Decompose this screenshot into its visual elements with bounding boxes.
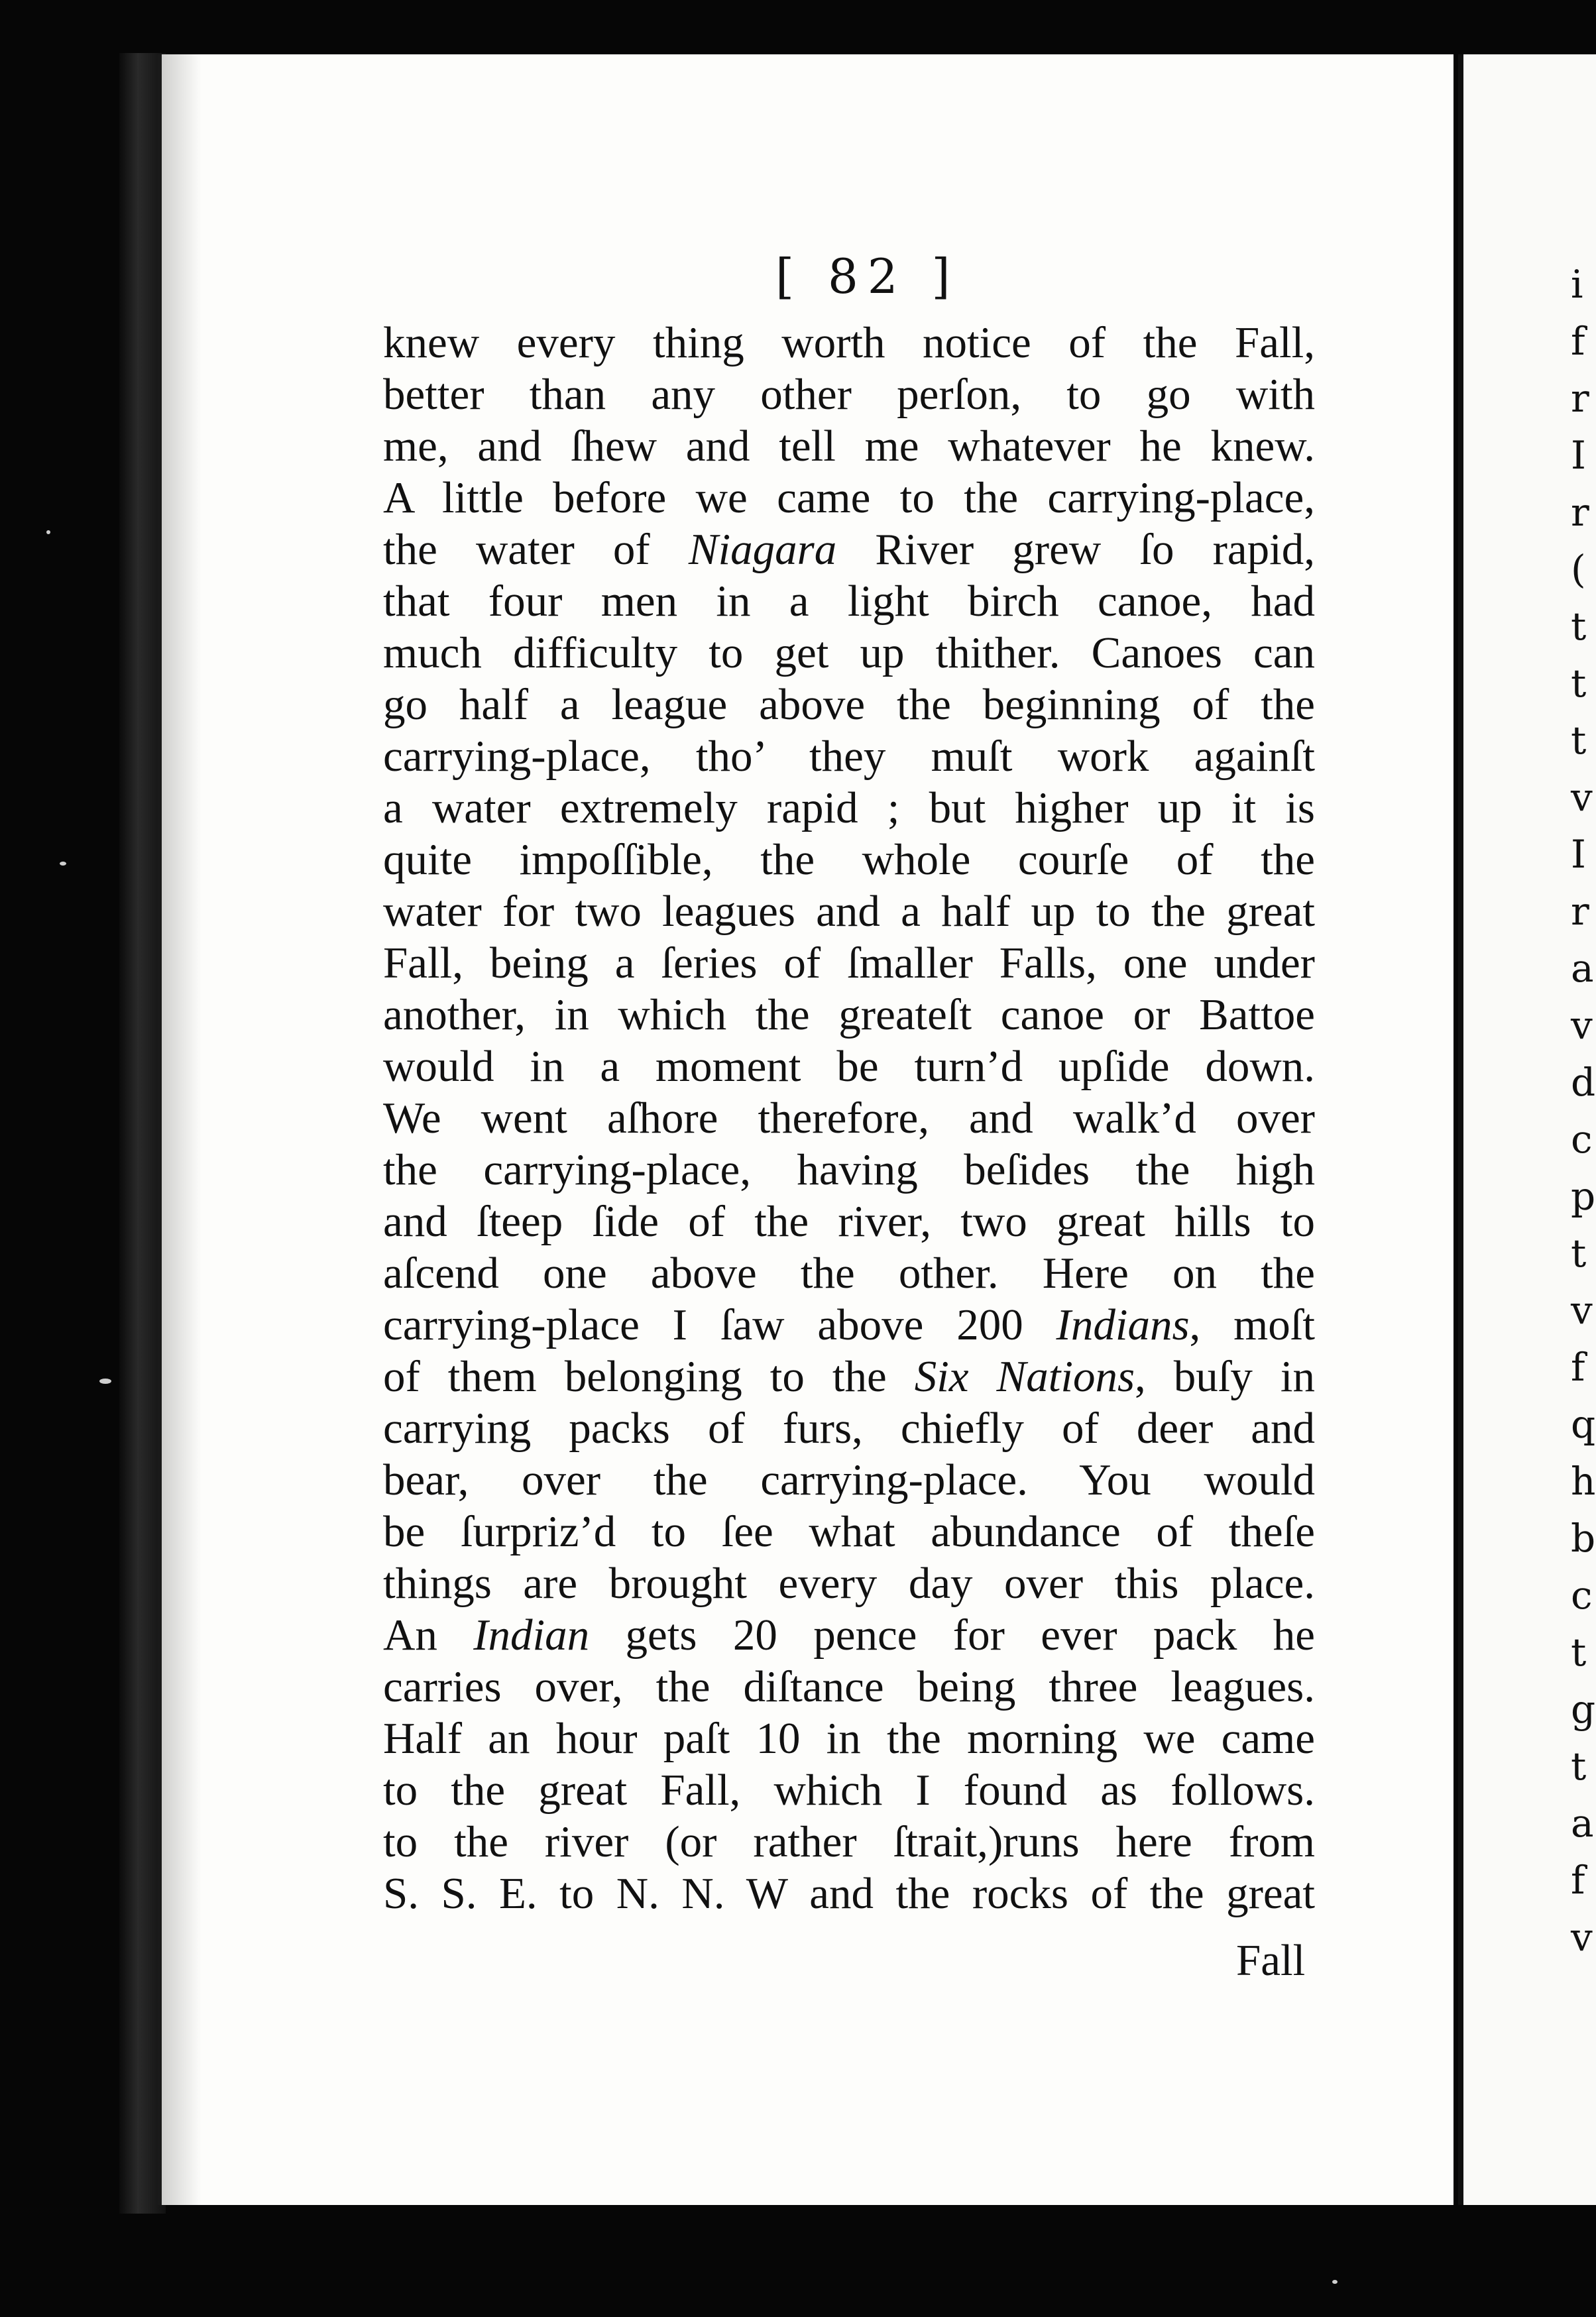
facing-page-letter: a bbox=[1571, 946, 1594, 991]
facing-page-letter: v bbox=[1571, 1288, 1593, 1333]
text-line: carrying-place I ſaw above 200 Indians, moſt bbox=[383, 1300, 1315, 1349]
facing-page-letter: t bbox=[1571, 1231, 1587, 1276]
text-line: a water extremely rapid ; but higher up it is bbox=[383, 783, 1315, 832]
page-number: [ 82 ] bbox=[775, 249, 960, 304]
text-line: the carrying-place, having beſides the high bbox=[383, 1145, 1315, 1194]
text-line: to the great Fall, which I found as follows. bbox=[383, 1766, 1315, 1815]
text-line: much difficulty to get up thither. Canoes can bbox=[383, 628, 1315, 677]
text-line: of them belonging to the Six Nations, buſy in bbox=[383, 1352, 1315, 1401]
facing-page-letter: i bbox=[1571, 262, 1583, 307]
text-line: An Indian gets 20 pence for ever pack he bbox=[383, 1611, 1315, 1660]
facing-page-letter: r bbox=[1571, 376, 1589, 421]
page-binding-shadow bbox=[162, 54, 201, 2205]
text-line: aſcend one above the other. Here on the bbox=[383, 1249, 1315, 1298]
facing-page-letter: a bbox=[1571, 1801, 1594, 1846]
facing-page-letter: f bbox=[1571, 1345, 1585, 1390]
text-line: to the river (or rather ſtrait,)runs here from bbox=[383, 1817, 1315, 1866]
scan-speck bbox=[46, 530, 50, 534]
text-line: another, in which the greateſt canoe or Battoe bbox=[383, 990, 1315, 1039]
text-line: things are brought every day over this place. bbox=[383, 1559, 1315, 1608]
facing-page-letter: I bbox=[1571, 832, 1586, 877]
facing-page-letter: b bbox=[1571, 1516, 1596, 1561]
text-line: and ſteep ſide of the river, two great hills to bbox=[383, 1197, 1315, 1246]
text-line: carries over, the diſtance being three leagues. bbox=[383, 1662, 1315, 1711]
text-line: A little before we came to the carrying-place, bbox=[383, 473, 1315, 522]
facing-page-letter: c bbox=[1571, 1117, 1593, 1162]
scan-speck bbox=[1332, 2280, 1338, 2284]
facing-page-letter: c bbox=[1571, 1573, 1593, 1618]
facing-page-letter: f bbox=[1571, 319, 1585, 364]
facing-page-letter: q bbox=[1571, 1402, 1596, 1447]
text-line: go half a league above the beginning of the bbox=[383, 680, 1315, 729]
text-line: Half an hour paſt 10 in the morning we came bbox=[383, 1714, 1315, 1763]
facing-page-letter: t bbox=[1571, 718, 1587, 763]
facing-page-letter: p bbox=[1571, 1174, 1596, 1219]
text-line: better than any other perſon, to go with bbox=[383, 370, 1315, 419]
text-line: quite impoſſible, the whole courſe of the bbox=[383, 835, 1315, 884]
text-line: knew every thing worth notice of the Fall, bbox=[383, 318, 1315, 367]
text-line: water for two leagues and a half up to the great bbox=[383, 887, 1315, 936]
body-text bbox=[383, 317, 1315, 1919]
facing-page-letter: ( bbox=[1571, 547, 1586, 592]
facing-page-letter: d bbox=[1571, 1060, 1596, 1105]
text-line: bear, over the carrying-place. You would bbox=[383, 1455, 1315, 1504]
text-line: would in a moment be turn’d upſide down. bbox=[383, 1042, 1315, 1091]
scan-speck bbox=[99, 1379, 111, 1384]
text-line: be ſurpriz’d to ſee what abundance of theſe bbox=[383, 1507, 1315, 1556]
facing-page-letter: h bbox=[1571, 1459, 1596, 1504]
facing-page-letter: g bbox=[1571, 1687, 1596, 1732]
text-line: S. S. E. to N. N. W and the rocks of the great bbox=[383, 1869, 1315, 1918]
facing-page-letter: r bbox=[1571, 889, 1589, 934]
text-line: We went aſhore therefore, and walk’d over bbox=[383, 1094, 1315, 1143]
facing-page-letter: v bbox=[1571, 1915, 1593, 1960]
facing-page-letter: t bbox=[1571, 604, 1587, 649]
text-line: that four men in a light birch canoe, had bbox=[383, 577, 1315, 626]
facing-page-letter: t bbox=[1571, 1744, 1587, 1789]
scan-speck bbox=[60, 862, 66, 866]
catchword: Fall bbox=[1236, 1936, 1306, 1985]
text-line: carrying packs of furs, chiefly of deer and bbox=[383, 1404, 1315, 1453]
text-line: the water of Niagara River grew ſo rapid, bbox=[383, 525, 1315, 574]
text-line: me, and ſhew and tell me whatever he knew. bbox=[383, 422, 1315, 471]
facing-page-letter: r bbox=[1571, 490, 1589, 535]
facing-page-letter: v bbox=[1571, 775, 1593, 820]
facing-page-letter: f bbox=[1571, 1858, 1585, 1903]
facing-page-letter: I bbox=[1571, 433, 1586, 478]
text-line: Fall, being a ſeries of ſmaller Falls, one under bbox=[383, 938, 1315, 988]
facing-page-letter: v bbox=[1571, 1003, 1593, 1048]
text-line: carrying-place, tho’ they muſt work againſt bbox=[383, 732, 1315, 781]
facing-page-letter: t bbox=[1571, 1630, 1587, 1675]
facing-page-letter: t bbox=[1571, 661, 1587, 706]
